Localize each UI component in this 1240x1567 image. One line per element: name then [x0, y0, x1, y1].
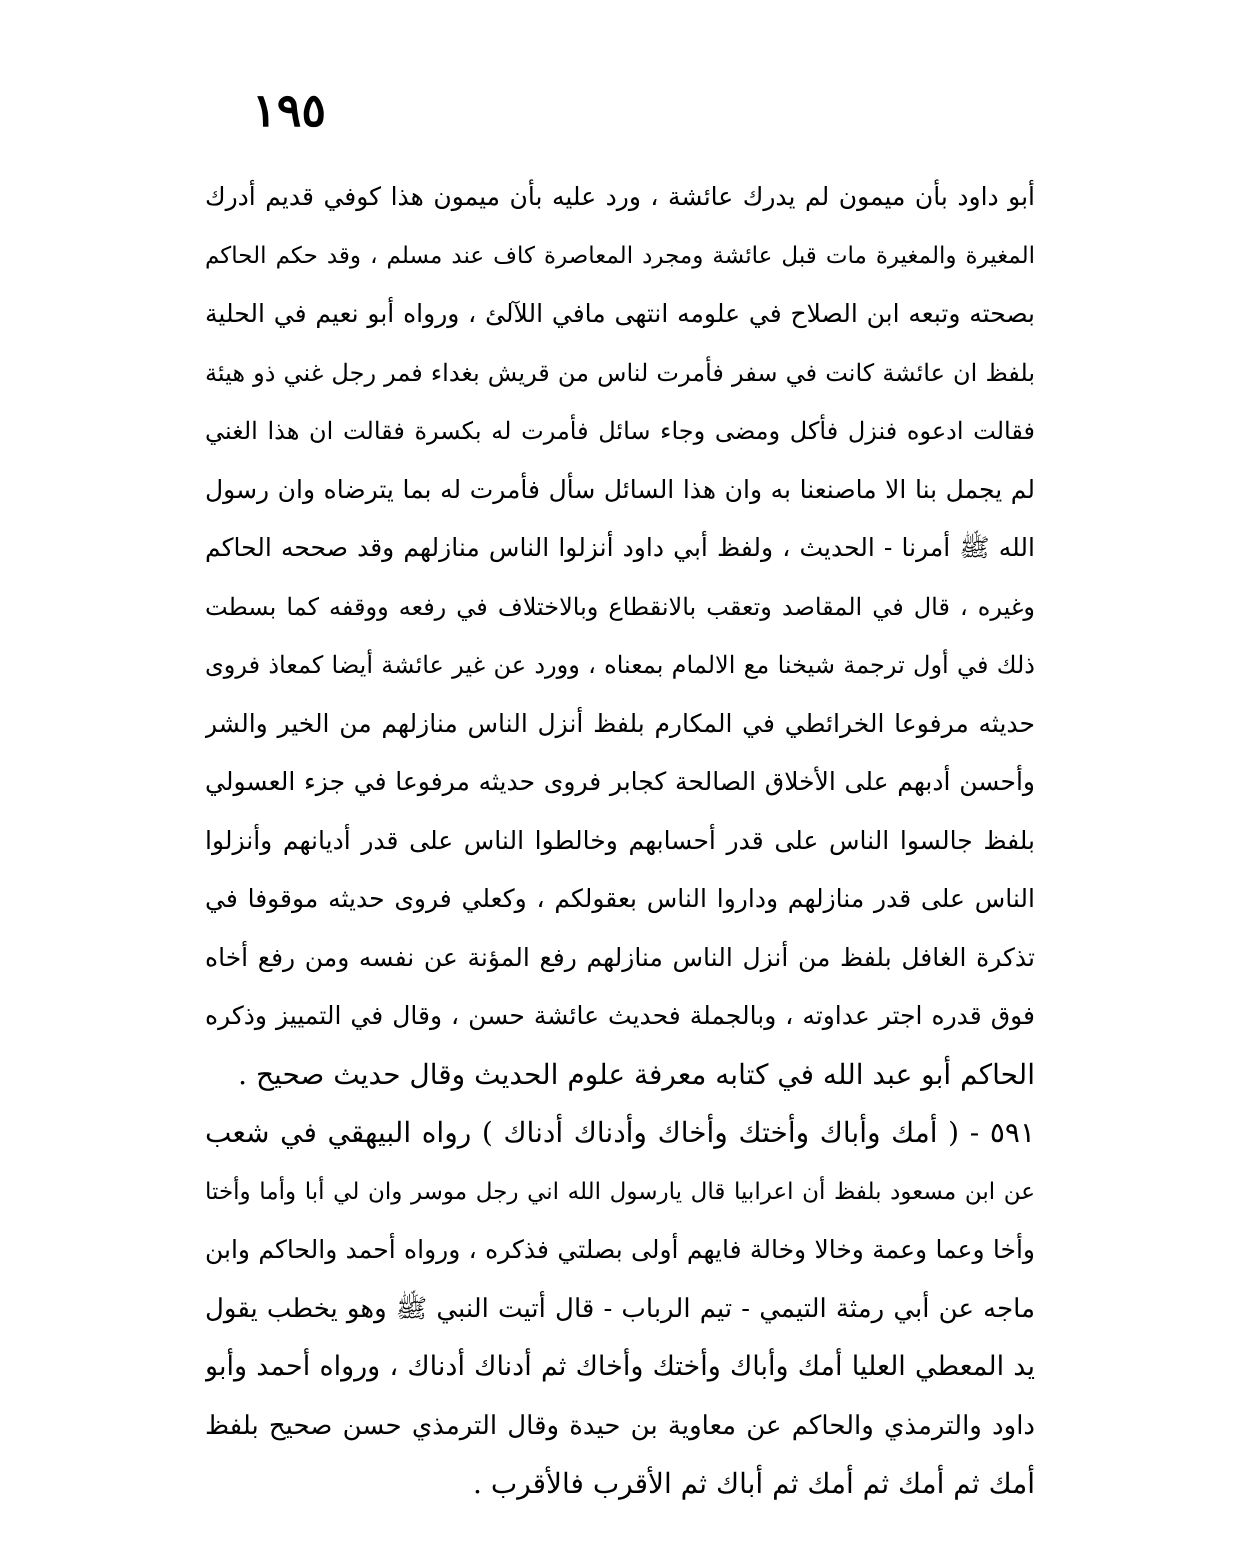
- text-line: يد المعطي العليا أمك وأباك وأختك وأخاك ثم أدناك أدناك ، ورواه أحمد وأبو: [205, 1351, 1035, 1382]
- text-line: بصحته وتبعه ابن الصلاح في علومه انتهى مافي اللآلئ ، ورواه أبو نعيم في الحلية: [205, 299, 1035, 328]
- text-line: لم يجمل بنا الا ماصنعنا به وان هذا السائل سأل فأمرت له بما يترضاه وان رسول: [205, 474, 1035, 504]
- text-line: تذكرة الغافل بلفظ من أنزل الناس منازلهم رفع المؤنة عن نفسه ومن رفع أخاه: [205, 942, 1035, 972]
- text-line: أمك ثم أمك ثم أمك ثم أباك ثم الأقرب فالأقرب .: [473, 1467, 1035, 1500]
- text-line: عن ابن مسعود بلفظ أن اعرابيا قال يارسول الله اني رجل موسر وان لي أبا وأما وأختا: [205, 1178, 1035, 1205]
- text-line: وغيره ، قال في المقاصد وتعقب بالانقطاع وبالاختلاف في رفعه ووقفه كما بسطت: [205, 592, 1035, 621]
- text-line: ذلك في أول ترجمة شيخنا مع الالمام بمعناه ، وورد عن غير عائشة أيضا كمعاذ فروى: [205, 651, 1035, 679]
- text-line: بلفظ جالسوا الناس على قدر أحسابهم وخالطوا الناس على قدر أديانهم وأنزلوا: [205, 825, 1035, 855]
- page-number: ١٩٥: [252, 83, 327, 137]
- text-line: وأخا وعما وعمة وخالا وخالة فايهم أولى بصلتي فذكره ، ورواه أحمد والحاكم وابن: [205, 1235, 1035, 1264]
- text-line: الله ﷺ أمرنا - الحديث ، ولفظ أبي داود أنزلوا الناس منازلهم وقد صححه الحاكم: [205, 533, 1035, 562]
- text-line: المغيرة والمغيرة مات قبل عائشة ومجرد المعاصرة كاف عند مسلم ، وقد حكم الحاكم: [205, 242, 1035, 269]
- text-line: حديثه مرفوعا الخرائطي في المكارم بلفظ أنزل الناس منازلهم من الخير والشر: [205, 708, 1035, 738]
- text-line: داود والترمذي والحاكم عن معاوية بن حيدة وقال الترمذي حسن صحيح بلفظ: [205, 1410, 1035, 1441]
- text-line: الناس على قدر منازلهم وداروا الناس بعقولكم ، وكعلي فروى حديثه موقوفا في: [205, 884, 1035, 913]
- text-line: وأحسن أدبهم على الأخلاق الصالحة كجابر فروى حديثه مرفوعا في جزء العسولي: [205, 767, 1035, 796]
- text-line: فقالت ادعوه فنزل فأكل ومضى وجاء سائل فأمرت له بكسرة فقالت ان هذا الغني: [205, 417, 1035, 445]
- body-text: [205, 168, 1035, 1514]
- text-line: أبو داود بأن ميمون لم يدرك عائشة ، ورد عليه بأن ميمون هذا كوفي قديم أدرك: [205, 182, 1035, 211]
- text-line: ماجه عن أبي رمثة التيمي - تيم الرباب - قال أتيت النبي ﷺ وهو يخطب يقول: [205, 1293, 1035, 1324]
- text-line: فوق قدره اجتر عداوته ، وبالجملة فحديث عائشة حسن ، وقال في التمييز وذكره: [205, 1001, 1035, 1030]
- text-line: بلفظ ان عائشة كانت في سفر فأمرت لناس من قريش بغداء فمر رجل غني ذو هيئة: [205, 358, 1035, 387]
- text-line: الحاكم أبو عبد الله في كتابه معرفة علوم الحديث وقال حديث صحيح .: [238, 1057, 1035, 1091]
- entry-heading-line: ٥٩١ - ( أمك وأباك وأختك وأخاك وأدناك أدناك ) رواه البيهقي في شعب: [205, 1116, 1035, 1149]
